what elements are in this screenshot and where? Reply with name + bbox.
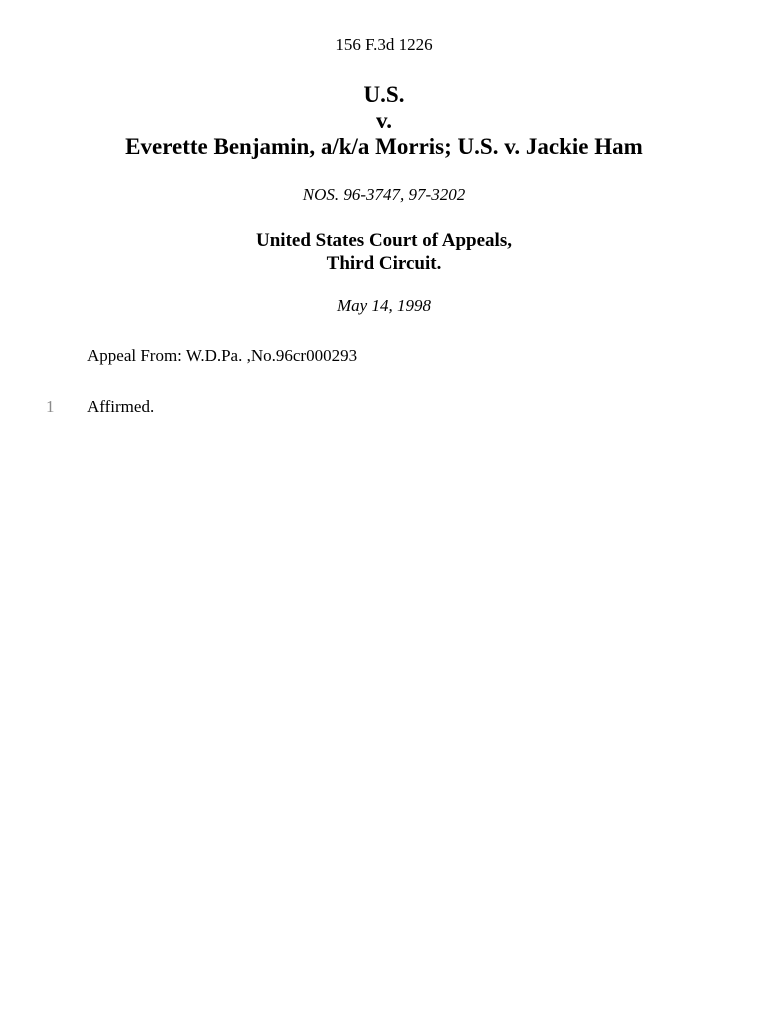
appeal-from: Appeal From: W.D.Pa. ,No.96cr000293 [87, 346, 358, 365]
docket-numbers: NOS. 96-3747, 97-3202 [302, 185, 466, 204]
case-caption [0, 82, 768, 160]
court-name [0, 229, 768, 275]
caption-versus: v. [376, 108, 392, 133]
paragraph-number: 1 [46, 397, 55, 416]
citation: 156 F.3d 1226 [335, 35, 433, 54]
court-name-line2: Third Circuit. [326, 253, 442, 274]
decision-date: May 14, 1998 [337, 296, 431, 315]
caption-plaintiff: U.S. [363, 82, 405, 107]
paragraph-text: Affirmed. [87, 397, 155, 416]
court-name-line1: United States Court of Appeals, [256, 230, 512, 251]
caption-defendants: Everette Benjamin, a/k/a Morris; U.S. v. Jackie Ham [125, 134, 643, 159]
